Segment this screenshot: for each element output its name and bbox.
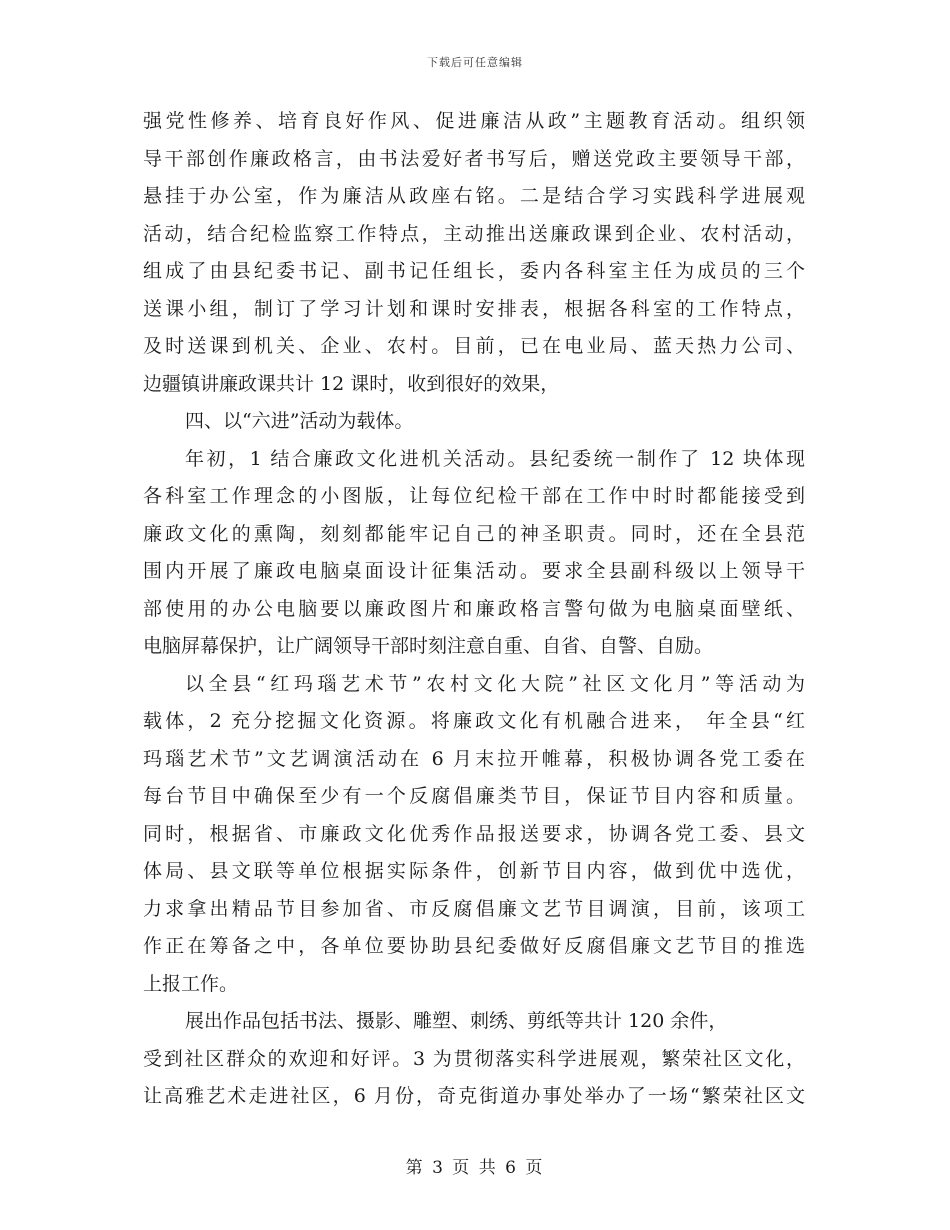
text-line: 边疆镇讲廉政课共计 12 课时，收到很好的效果， [143,372,560,395]
text-line: 各科室工作理念的小图版，让每位纪检干部在工作中时时都能接受到 [143,485,805,507]
page-number: 第 3 页 共 6 页 [405,1158,545,1178]
text-line: 同时，根据省、市廉政文化优秀作品报送要求，协调各党工委、县文 [143,822,805,845]
text-line: 让高雅艺术走进社区，6 月份，奇克街道办事处举办了一场“繁荣社区文 [143,1085,805,1107]
text-line: 受到社区群众的欢迎和好评。3 为贯彻落实科学进展观，繁荣社区文化， [143,1047,805,1070]
text-line: 电脑屏幕保护，让广阔领导干部时刻注意自重、自省、自警、自励。 [143,635,714,657]
text-line: 廉政文化的熏陶，刻刻都能牢记自己的神圣职责。同时，还在全县范 [143,522,805,545]
text-line: 力求拿出精品节目参加省、市反腐倡廉文艺节目调演，目前，该项工 [143,897,805,920]
text-line: 送课小组，制订了学习计划和课时安排表，根据各科室的工作特点， [143,297,805,320]
text-line: 导干部创作廉政格言，由书法爱好者书写后，赠送党政主要领导干部， [143,147,805,170]
body-text [143,103,805,1116]
text-line: 部使用的办公电脑要以廉政图片和廉政格言警句做为电脑桌面壁纸、 [143,597,805,620]
text-line: 围内开展了廉政电脑桌面设计征集活动。要求全县副科级以上领导干 [143,560,805,582]
text-line: 上报工作。 [143,972,239,995]
text-line: 组成了由县纪委书记、副书记任组长，委内各科室主任为成员的三个 [143,260,805,282]
text-line: 展出作品包括书法、摄影、雕塑、刺绣、剪纸等共计 120 余件， [185,1010,728,1032]
text-line: 强党性修养、培育良好作风、促进廉洁从政”主题教育活动。组织领 [143,110,805,132]
text-line: 每台节目中确保至少有一个反腐倡廉类节目，保证节目内容和质量。 [143,785,805,807]
text-line: 作正在筹备之中，各单位要协助县纪委做好反腐倡廉文艺节目的推选 [143,935,805,957]
text-line: 玛瑙艺术节”文艺调演活动在 6 月末拉开帷幕，积极协调各党工委在 [143,747,805,770]
text-line: 体局、县文联等单位根据实际条件，创新节目内容，做到优中选优， [143,860,805,882]
page-header-note: 下载后可任意编辑 [427,56,523,69]
text-line: 载体，2 充分挖掘文化资源。将廉政文化有机融合进来， 年全县“红 [143,710,805,732]
text-line: 四、以“六进”活动为载体。 [185,410,414,432]
text-line: 及时送课到机关、企业、农村。目前，已在电业局、蓝天热力公司、 [143,335,805,357]
text-line: 悬挂于办公室，作为廉洁从政座右铭。二是结合学习实践科学进展观 [143,185,805,207]
text-line: 以全县“红玛瑙艺术节”农村文化大院”社区文化月”等活动为 [185,672,805,695]
text-line: 活动，结合纪检监察工作特点，主动推出送廉政课到企业、农村活动， [143,222,805,245]
text-line: 年初，1 结合廉政文化进机关活动。县纪委统一制作了 12 块体现 [185,447,805,470]
